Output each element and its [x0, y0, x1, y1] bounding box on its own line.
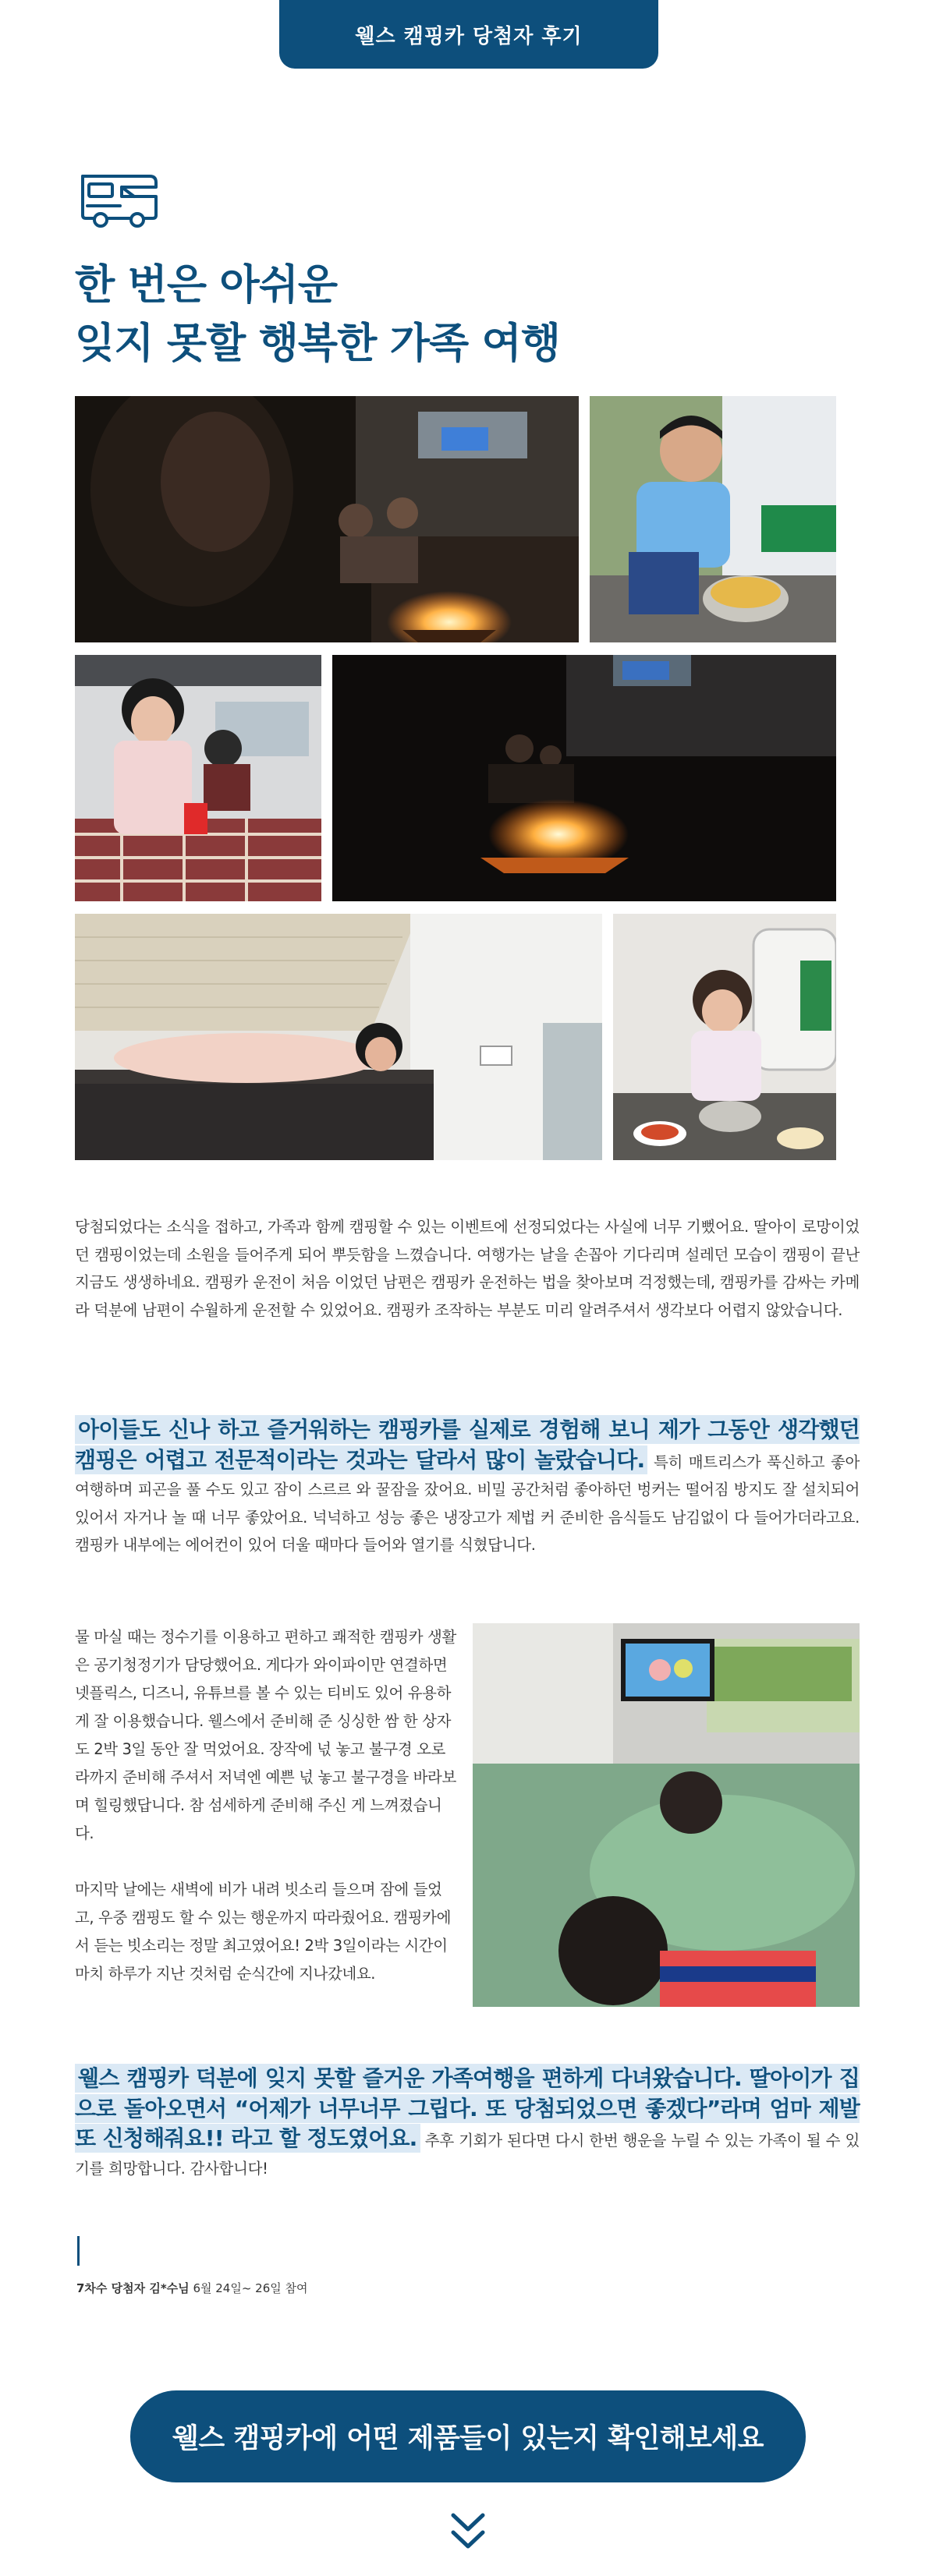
- side-text: [75, 1623, 457, 2016]
- paragraph-2-body: 특히 매트리스가 푹신하고 좋아 여행하며 피곤을 풀 수도 있고 잠이 스르르 와 꿀잠을 잤어요. 비밀 공간처럼 좋아하던 벙커는 떨어짐 방지도 잘 설치되어 있어서 자거나 놀 때 너무 좋았어요. 넉넉하고 성능 좋은 냉장고가 제법 커 준비한 음식들도 남김없이 다 들어가더라고요. 캠핑카 내부에는 에어컨이 있어 더울 때마다 들어와 열기를 식혔답니다.: [75, 1453, 860, 1554]
- side-text-paragraph-1: 물 마실 때는 정수기를 이용하고 편하고 쾌적한 캠핑카 생활은 공기청정기가 담당했어요. 게다가 와이파이만 연결하면 넷플릭스, 디즈니, 유튜브를 볼 수 있는 티비도 있어 유용하게 잘 이용했습니다. 웰스에서 준비해 준 싱싱한 쌈 한 상자도 2박 3일 동안 잘 먹었어요. 장작에 넋 놓고 불구경 오로라까지 준비해 주셔서 저녁엔 예쁜 넋 놓고 불구경을 바라보며 힐링했답니다. 참 섬세하게 준비해 주신 게 느껴졌습니다.: [75, 1628, 456, 1842]
- header-tab: 웰스 캠핑카 당첨자 후기: [279, 0, 658, 69]
- photo-bunk-bed: [75, 914, 602, 1160]
- camper-van-icon: [76, 170, 162, 232]
- paragraph-3-highlight: 웰스 캠핑카 덕분에 잊지 못할 즐거운 가족여행을 편하게 다녀왔습니다. 딸아이가 집으로 돌아오면서 “어제가 너무너무 그립다. 또 당첨되었으면 좋겠다”라며 엄마 제발 또 신청해줘요!! 라고 할 정도였어요.: [75, 2065, 860, 2151]
- headline-line-1: 한 번은 아쉬운: [75, 261, 338, 309]
- signature: [76, 2280, 307, 2296]
- headline-line-2: 잊지 못할 행복한 가족 여행: [75, 320, 560, 367]
- paragraph-2-highlight: 아이들도 신나 하고 즐거워하는 캠핑카를 실제로 경험해 보니 제가 그동안 생각했던 캠핑은 어렵고 전문적이라는 것과는 달라서 많이 놀랐습니다.: [75, 1417, 860, 1473]
- signature-label: 7차수 당첨자 김*수님: [76, 2281, 190, 2295]
- photo-girl-eating: [613, 914, 836, 1160]
- paragraph-2: [75, 1416, 860, 1559]
- cta-button[interactable]: 웰스 캠핑카에 어떤 제품들이 있는지 확인해보세요: [130, 2390, 806, 2482]
- photo-night-campfire: [332, 655, 836, 901]
- photo-kids-watching-tv: [473, 1623, 860, 2007]
- photo-kids-on-bed: [75, 655, 321, 901]
- double-chevron-down-icon[interactable]: [448, 2509, 488, 2556]
- photo-night-campfire-selfie: [75, 396, 579, 642]
- headline: [75, 256, 855, 373]
- paragraph-1: 당첨되었다는 소식을 접하고, 가족과 함께 캠핑할 수 있는 이벤트에 선정되었다는 사실에 너무 기뻤어요. 딸아이 로망이었던 캠핑이었는데 소원을 들어주게 되어 뿌듯함을 느꼈습니다. 여행가는 날을 손꼽아 기다리며 설레던 모습이 캠핑이 끝난 지금도 생생하네요. 캠핑카 운전이 처음 이었던 남편은 캠핑카 운전하는 법을 찾아보며 걱정했는데, 캠핑카를 감싸는 카메라 덕분에 남편이 수월하게 운전할 수 있었어요. 캠핑카 조작하는 부분도 미리 알려주셔서 생각보다 어렵지 않았습니다.: [75, 1218, 860, 1319]
- signature-divider: [77, 2236, 80, 2266]
- signature-dates: 6월 24일~ 26일 참여: [193, 2281, 308, 2295]
- photo-man-cooking: [590, 396, 836, 642]
- paragraph-3-body: 추후 기회가 된다면 다시 한번 행운을 누릴 수 있는 가족이 될 수 있기를 희망합니다. 감사합니다!: [75, 2132, 860, 2178]
- side-text-paragraph-2: 마지막 날에는 새벽에 비가 내려 빗소리 들으며 잠에 들었고, 우중 캠핑도 할 수 있는 행운까지 따라줬어요. 캠핑카에서 듣는 빗소리는 정말 최고였어요! 2박 3일이라는 시간이 마치 하루가 지난 것처럼 순식간에 지나갔네요.: [75, 1881, 452, 1983]
- paragraph-3: [75, 2065, 860, 2182]
